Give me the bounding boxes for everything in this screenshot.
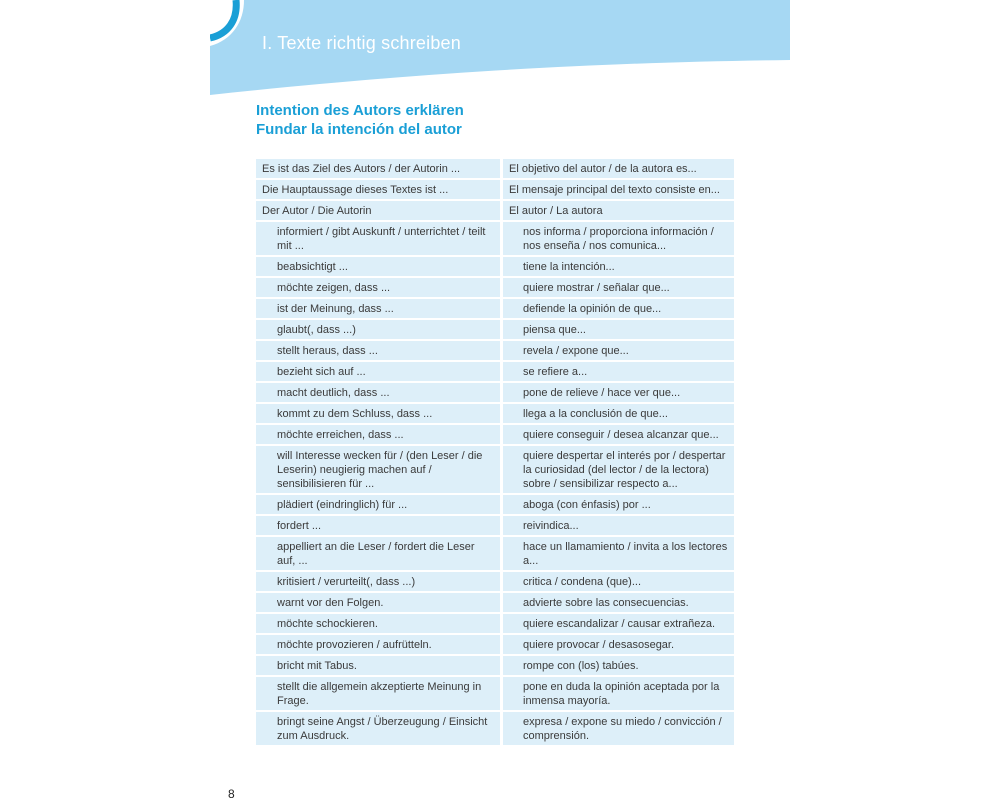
table-row (256, 159, 734, 178)
german-phrase-cell: will Interesse wecken für / (den Leser / die Leserin) neugierig machen auf / sensibilisieren für ... (256, 446, 503, 493)
german-phrase-cell: möchte zeigen, dass ... (256, 278, 503, 297)
spanish-phrase-cell: hace un llamamiento / invita a los lectores a... (503, 537, 734, 570)
table-row (256, 320, 734, 339)
spanish-phrase-cell: quiere escandalizar / causar extrañeza. (503, 614, 734, 633)
table-row (256, 362, 734, 381)
german-phrase-cell: plädiert (eindringlich) für ... (256, 495, 503, 514)
table-row (256, 572, 734, 591)
german-phrase-cell: glaubt(, dass ...) (256, 320, 503, 339)
german-phrase-cell: Der Autor / Die Autorin (256, 201, 503, 220)
spanish-phrase-cell: El mensaje principal del texto consiste en... (503, 180, 734, 199)
spanish-phrase-cell: El autor / La autora (503, 201, 734, 220)
german-phrase-cell: kommt zu dem Schluss, dass ... (256, 404, 503, 423)
german-phrase-cell: ist der Meinung, dass ... (256, 299, 503, 318)
page-number: 8 (228, 787, 235, 801)
spanish-phrase-cell: quiere mostrar / señalar que... (503, 278, 734, 297)
german-phrase-cell: bezieht sich auf ... (256, 362, 503, 381)
spanish-phrase-cell: expresa / expone su miedo / convicción / comprensión. (503, 712, 734, 745)
table-row (256, 222, 734, 255)
spanish-phrase-cell: revela / expone que... (503, 341, 734, 360)
spanish-phrase-cell: reivindica... (503, 516, 734, 535)
spanish-phrase-cell: quiere conseguir / desea alcanzar que... (503, 425, 734, 444)
spanish-phrase-cell: El objetivo del autor / de la autora es... (503, 159, 734, 178)
table-row (256, 257, 734, 276)
table-row (256, 278, 734, 297)
spanish-phrase-cell: aboga (con énfasis) por ... (503, 495, 734, 514)
spanish-phrase-cell: llega a la conclusión de que... (503, 404, 734, 423)
german-phrase-cell: möchte erreichen, dass ... (256, 425, 503, 444)
table-row (256, 446, 734, 493)
table-row (256, 495, 734, 514)
german-phrase-cell: stellt die allgemein akzeptierte Meinung in Frage. (256, 677, 503, 710)
german-phrase-cell: bringt seine Angst / Überzeugung / Einsicht zum Ausdruck. (256, 712, 503, 745)
spanish-phrase-cell: rompe con (los) tabúes. (503, 656, 734, 675)
table-row (256, 677, 734, 710)
table-row (256, 712, 734, 745)
section-title-german: Intention des Autors erklären (256, 102, 464, 119)
phrase-table (256, 157, 734, 747)
table-row (256, 341, 734, 360)
table-row (256, 180, 734, 199)
german-phrase-cell: kritisiert / verurteilt(, dass ...) (256, 572, 503, 591)
table-row (256, 201, 734, 220)
table-row (256, 593, 734, 612)
table-row (256, 299, 734, 318)
table-row (256, 383, 734, 402)
german-phrase-cell: warnt vor den Folgen. (256, 593, 503, 612)
german-phrase-cell: Die Hauptaussage dieses Textes ist ... (256, 180, 503, 199)
german-phrase-cell: stellt heraus, dass ... (256, 341, 503, 360)
chapter-title: I. Texte richtig schreiben (262, 33, 461, 53)
table-row (256, 656, 734, 675)
table-row (256, 516, 734, 535)
spanish-phrase-cell: quiere despertar el interés por / despertar la curiosidad (del lector / de la lectora) sobre / sensibilizar respecto a... (503, 446, 734, 493)
german-phrase-cell: informiert / gibt Auskunft / unterrichtet / teilt mit ... (256, 222, 503, 255)
spanish-phrase-cell: nos informa / proporciona información / nos enseña / nos comunica... (503, 222, 734, 255)
section-title-spanish: Fundar la intención del autor (256, 121, 462, 138)
german-phrase-cell: möchte provozieren / aufrütteln. (256, 635, 503, 654)
spanish-phrase-cell: defiende la opinión de que... (503, 299, 734, 318)
spanish-phrase-cell: pone de relieve / hace ver que... (503, 383, 734, 402)
german-phrase-cell: fordert ... (256, 516, 503, 535)
spanish-phrase-cell: critica / condena (que)... (503, 572, 734, 591)
table-row (256, 425, 734, 444)
german-phrase-cell: Es ist das Ziel des Autors / der Autorin ... (256, 159, 503, 178)
german-phrase-cell: appelliert an die Leser / fordert die Leser auf, ... (256, 537, 503, 570)
spanish-phrase-cell: piensa que... (503, 320, 734, 339)
german-phrase-cell: macht deutlich, dass ... (256, 383, 503, 402)
german-phrase-cell: beabsichtigt ... (256, 257, 503, 276)
table-row (256, 404, 734, 423)
table-row (256, 635, 734, 654)
german-phrase-cell: möchte schockieren. (256, 614, 503, 633)
table-row (256, 537, 734, 570)
spanish-phrase-cell: pone en duda la opinión aceptada por la inmensa mayoría. (503, 677, 734, 710)
spanish-phrase-cell: tiene la intención... (503, 257, 734, 276)
spanish-phrase-cell: se refiere a... (503, 362, 734, 381)
german-phrase-cell: bricht mit Tabus. (256, 656, 503, 675)
table-row (256, 614, 734, 633)
phrase-table-body (256, 159, 734, 745)
spanish-phrase-cell: advierte sobre las consecuencias. (503, 593, 734, 612)
spanish-phrase-cell: quiere provocar / desasosegar. (503, 635, 734, 654)
